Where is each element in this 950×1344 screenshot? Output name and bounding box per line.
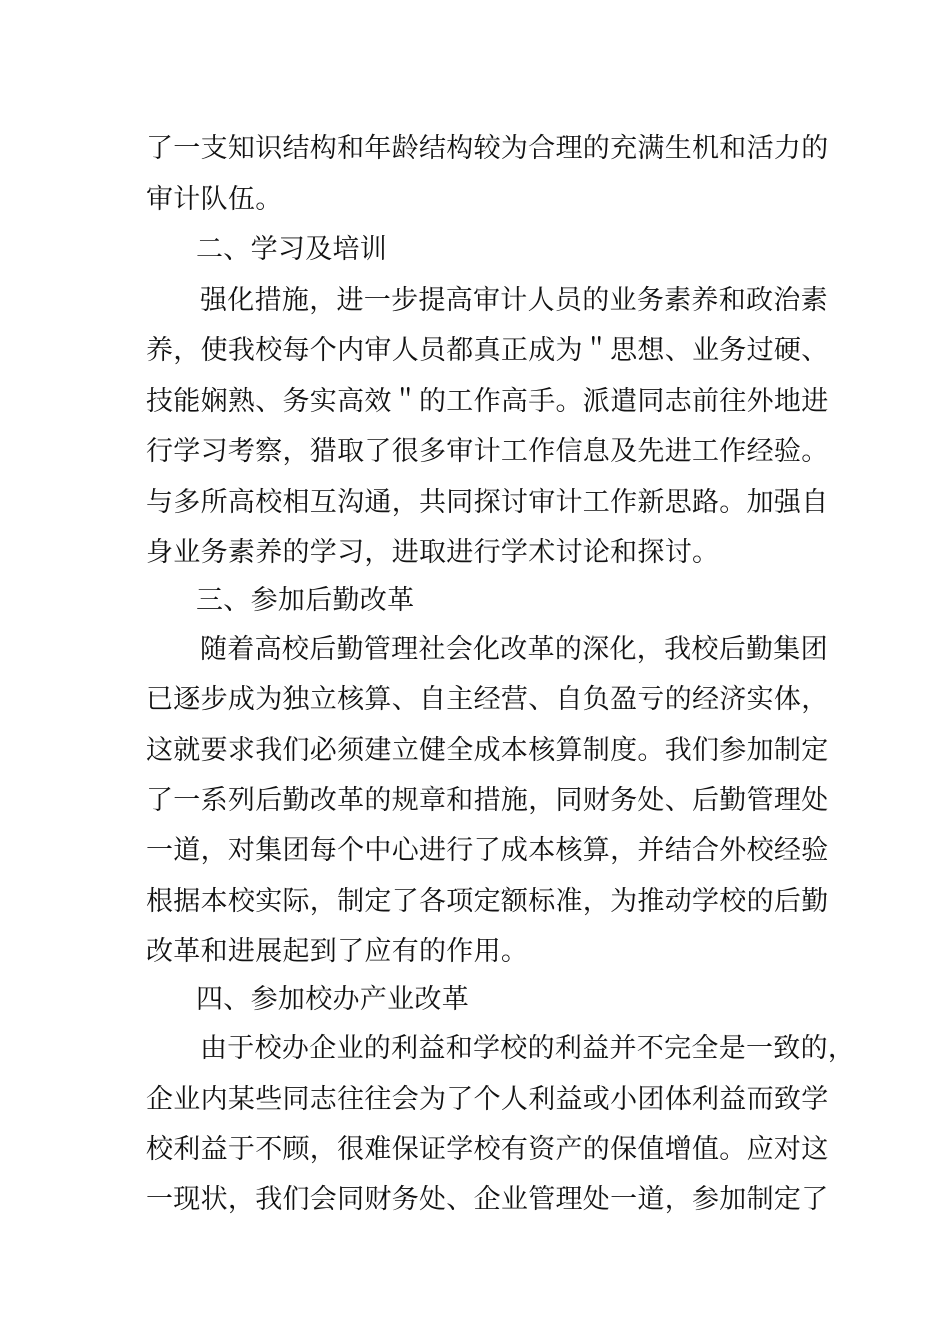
paragraph-line: 技能娴熟、务实高效＂的工作高手。派遣同志前往外地进 [146, 386, 829, 417]
section-heading-logistics-reform: 三、参加后勤改革 [196, 585, 415, 616]
paragraph-line: 由于校办企业的利益和学校的利益并不完全是一致的， [200, 1033, 856, 1064]
section-heading-industry-reform: 四、参加校办产业改革 [196, 984, 469, 1015]
paragraph-line: 了一系列后勤改革的规章和措施，同财务处、后勤管理处 [146, 785, 829, 816]
paragraph-line: 这就要求我们必须建立健全成本核算制度。我们参加制定 [146, 735, 829, 766]
paragraph-line: 审计队伍。 [146, 184, 283, 215]
paragraph-line: 根据本校实际，制定了各项定额标准，为推动学校的后勤 [146, 886, 829, 917]
paragraph-line: 了一支知识结构和年龄结构较为合理的充满生机和活力的 [146, 133, 829, 164]
paragraph-line: 企业内某些同志往往会为了个人利益或小团体利益而致学 [146, 1084, 829, 1115]
paragraph-line: 已逐步成为独立核算、自主经营、自负盈亏的经济实体， [146, 684, 829, 715]
paragraph-line: 身业务素养的学习，进取进行学术讨论和探讨。 [146, 537, 720, 568]
section-heading-study-training: 二、学习及培训 [196, 234, 388, 265]
paragraph-line: 一道，对集团每个中心进行了成本核算，并结合外校经验 [146, 835, 829, 866]
paragraph-line: 校利益于不顾，很难保证学校有资产的保值增值。应对这 [146, 1134, 829, 1165]
paragraph-line: 改革和进展起到了应有的作用。 [146, 936, 529, 967]
paragraph-line: 随着高校后勤管理社会化改革的深化，我校后勤集团 [200, 634, 828, 665]
paragraph-line: 养，使我校每个内审人员都真正成为＂思想、业务过硬、 [146, 335, 829, 366]
paragraph-line: 行学习考察，猎取了很多审计工作信息及先进工作经验。 [146, 436, 829, 467]
paragraph-line: 与多所高校相互沟通，共同探讨审计工作新思路。加强自 [146, 487, 829, 518]
paragraph-line: 强化措施，进一步提高审计人员的业务素养和政治素 [200, 285, 828, 316]
paragraph-line: 一现状，我们会同财务处、企业管理处一道，参加制定了 [146, 1184, 829, 1215]
